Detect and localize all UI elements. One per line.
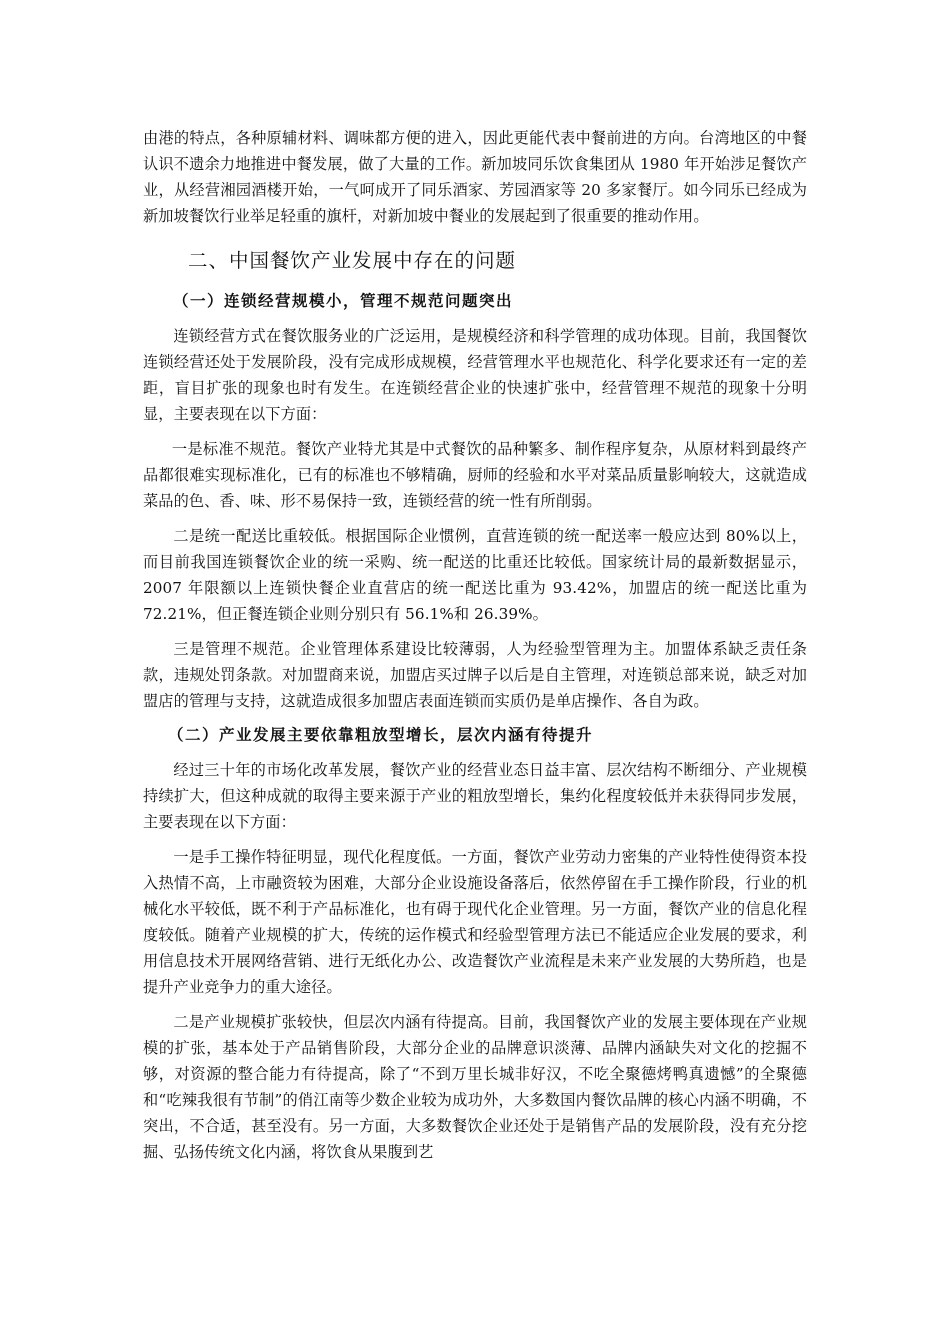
- section-heading: 二、中国餐饮产业发展中存在的问题: [188, 249, 517, 272]
- intro-paragraph: 由港的特点，各种原辅材料、调味都方便的进入，因此更能代表中餐前进的方向。台湾地区的中餐认识不遗余力地推进中餐发展，做了大量的工作。新加坡同乐饮食集团从 1980 年开始涉足餐饮产业，从经营湘园酒楼开始，一气呵成开了同乐酒家、芳园酒家等 20 多家餐厅。如今同乐已经成为新加坡餐饮行业举足轻重的旗杆，对新加坡中餐业的发展起到了很重要的推动作用。: [143, 129, 807, 225]
- subsection-heading-1: （一）连锁经营规模小，管理不规范问题突出: [173, 292, 514, 310]
- paragraph-distribution: 二是统一配送比重较低。根据国际企业惯例，直营连锁的统一配送率一般应达到 80%以上，而目前我国连锁餐饮企业的统一采购、统一配送的比重还比较低。国家统计局的最新数据显示，2007 年限额以上连锁快餐企业直营店的统一配送比重为 93.42%，加盟店的统一配送比重为 72.21%，但正餐连锁企业则分别只有 56.1%和 26.39%。: [143, 527, 807, 623]
- paragraph-standards: 一是标准不规范。餐饮产业特尤其是中式餐饮的品种繁多、制作程序复杂，从原材料到最终产品都很难实现标准化，已有的标准也不够精确，厨师的经验和水平对菜品质量影响较大，这就造成菜品的色、香、味、形不易保持一致，连锁经营的统一性有所削弱。: [143, 440, 807, 510]
- paragraph-management: 三是管理不规范。企业管理体系建设比较薄弱，人为经验型管理为主。加盟体系缺乏责任条款，违规处罚条款。对加盟商来说，加盟店买过牌子以后是自主管理，对连锁总部来说，缺乏对加盟店的管理与支持，这就造成很多加盟店表面连锁而实质仍是单店操作、各自为政。: [143, 640, 807, 710]
- paragraph-scale-expansion: 二是产业规模扩张较快，但层次内涵有待提高。目前，我国餐饮产业的发展主要体现在产业规模的扩张，基本处于产品销售阶段，大部分企业的品牌意识淡薄、品牌内涵缺失对文化的挖掘不够，对资源的整合能力有待提高，除了“不到万里长城非好汉，不吃全聚德烤鸭真遗憾”的全聚德和“吃辣我很有节制”的俏江南等少数企业较为成功外，大多数国内餐饮品牌的核心内涵不明确，不突出，不合适，甚至没有。另一方面，大多数餐饮企业还处于是销售产品的发展阶段，没有充分挖掘、弘扬传统文化内涵，将饮食从果腹到艺: [143, 1013, 807, 1161]
- paragraph-growth-intro: 经过三十年的市场化改革发展，餐饮产业的经营业态日益丰富、层次结构不断细分、产业规模持续扩大，但这种成就的取得主要来源于产业的粗放型增长，集约化程度较低并未获得同步发展，主要表现在以下方面：: [143, 761, 807, 831]
- document-page: [143, 125, 807, 1174]
- paragraph-chain-intro: 连锁经营方式在餐饮服务业的广泛运用，是规模经济和科学管理的成功体现。目前，我国餐饮连锁经营还处于发展阶段，没有完成形成规模，经营管理水平也规范化、科学化要求还有一定的差距，盲目扩张的现象也时有发生。在连锁经营企业的快速扩张中，经营管理不规范的现象十分明显，主要表现在以下方面：: [143, 327, 807, 423]
- subsection-heading-2: （二）产业发展主要依靠粗放型增长，层次内涵有待提升: [168, 726, 594, 744]
- paragraph-manual-operation: 一是手工操作特征明显，现代化程度低。一方面，餐饮产业劳动力密集的产业特性使得资本投入热情不高，上市融资较为困难，大部分企业设施设备落后，依然停留在手工操作阶段，行业的机械化水平较低，既不利于产品标准化，也有碍于现代化企业管理。另一方面，餐饮产业的信息化程度较低。随着产业规模的扩大，传统的运作模式和经验型管理方法已不能适应企业发展的要求，利用信息技术开展网络营销、进行无纸化办公、改造餐饮产业流程是未来产业发展的大势所趋，也是提升产业竞争力的重大途径。: [143, 848, 807, 996]
